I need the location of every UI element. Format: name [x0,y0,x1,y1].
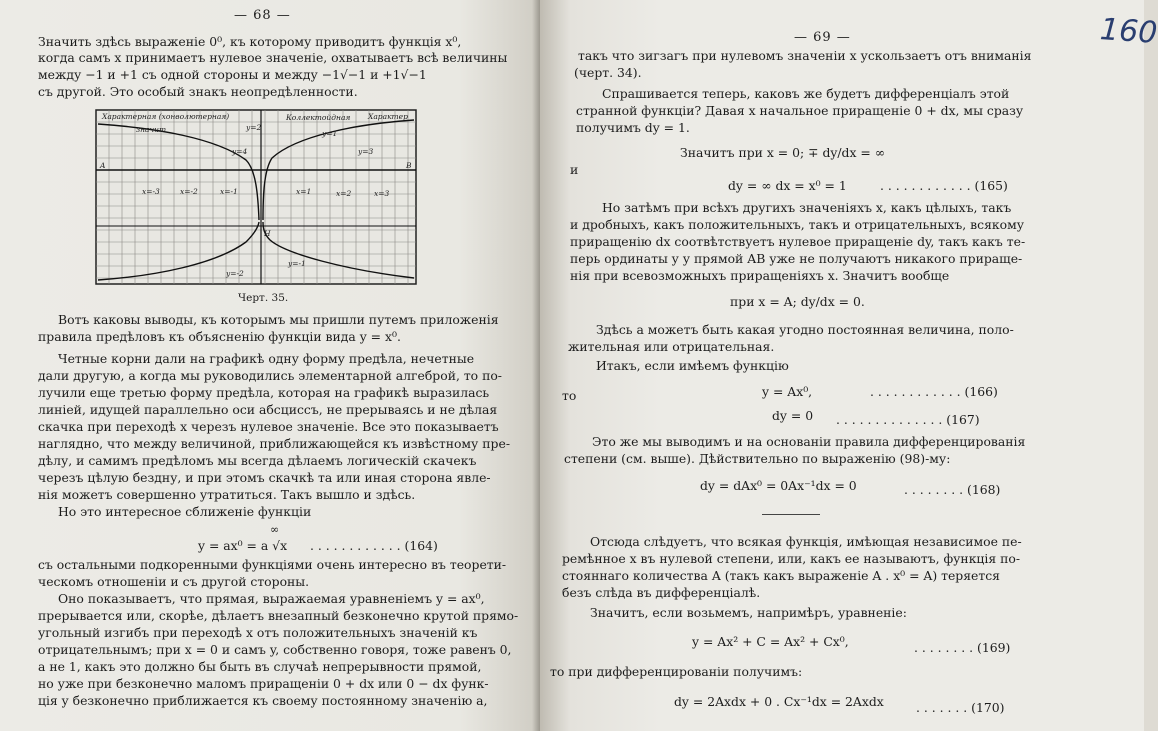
text-line: отрицательнымъ; при x = 0 и самъ y, собственно говоря, тоже равенъ 0, [38,642,512,657]
text-line: дѣлу, и самимъ предѣломъ мы всегда дѣлаемъ логическій скачекъ [38,453,477,468]
text-line: съ другой. Это особый знакъ неопредѣленности. [38,84,358,99]
figure-35-graph [96,110,416,284]
figure-label: y=1 [322,129,338,138]
text-line: но уже при безконечно маломъ приращеніи 0 + dx или 0 − dx функ- [38,676,489,691]
figure-label: y=2 [246,123,262,132]
figure-label: y=4 [232,147,248,156]
text-line: странной функціи? Давая x начальное приращеніе 0 + dx, мы сразу [576,103,1024,118]
conjunction: то [562,388,577,403]
section-rule [762,514,820,515]
figure-label: значит [136,125,167,134]
text-line: ремѣнное x въ нулевой степени, или, какъ ее называютъ, функція по- [562,551,1021,566]
text-line: Спрашивается теперь, каковъ же будетъ дифференціалъ этой [602,86,1010,101]
text-line: Вотъ каковы выводы, къ которымъ мы пришли путемъ приложенія [58,312,499,327]
text-line: степени (см. выше). Дѣйствительно по выраженію (98)-му: [564,451,951,466]
text-line: ція y безконечно приближается къ своему постоянному значенію a, [38,693,488,708]
eq165-formula: dy = ∞ dx = x⁰ = 1 [728,178,847,193]
figure-label: A [100,161,106,170]
figure-label: x=3 [374,189,390,198]
figure-label: x=-1 [220,187,238,196]
figure-label: Характер [368,112,408,121]
text-line: Это же мы выводимъ и на основаніи правила дифференцированія [592,434,1026,449]
text-line: съ остальными подкоренными функціями очень интересно въ теорети- [38,557,507,572]
text-line: нія можетъ совершенно утратиться. Такъ вышло и здѣсь. [38,487,416,502]
text-line: дали другую, а когда мы руководились элементарной алгеброй, то по- [38,368,502,383]
text-line: Итакъ, если имѣемъ функцію [596,358,789,373]
figure-label: x=-2 [180,187,198,196]
eq168-number: . . . . . . . . (168) [904,482,1001,497]
text-line: (черт. 34). [574,65,642,80]
text-line: угольный изгибъ при переходѣ x отъ положительныхъ значеній къ [38,625,478,640]
right-page [540,0,1158,731]
text-line: черезъ цѣлую бездну, и при этомъ скачкѣ та или иная сторона явле- [38,470,491,485]
figure-label: Характерная (хонволютерная) [102,112,230,121]
text-line: прерывается или, скорѣе, дѣлаетъ внезапный безконечно крутой прямо- [38,608,519,623]
text-line: Но затѣмъ при всѣхъ другихъ значеніяхъ x, какъ цѣлыхъ, такъ [602,200,1012,215]
text-line: стояннаго количества A (такъ какъ выраженіе A . x⁰ = A) теряется [562,568,1001,583]
eq168-formula: dy = dAx⁰ = 0Ax⁻¹dx = 0 [700,478,857,493]
text-line: Оно показываетъ, что прямая, выражаемая уравненіемъ y = ax⁰, [58,591,485,606]
eq166-formula: y = Ax⁰, [762,384,813,399]
text-line: то при дифференцированіи получимъ: [550,664,803,679]
text-line: безъ слѣда въ дифференціалѣ. [562,585,761,600]
figure-label: H [264,229,271,238]
eq165-number: . . . . . . . . . . . . (165) [880,178,1008,193]
equation-x-zero: Значитъ при x = 0; ∓ dy/dx = ∞ [680,145,886,160]
figure-label: x=1 [296,187,312,196]
eq166-number: . . . . . . . . . . . . (166) [870,384,998,399]
text-line: приращенію dx соотвѣтствуетъ нулевое приращеніе dy, такъ какъ те- [570,234,1026,249]
eq167-formula: dy = 0 [772,408,814,423]
text-line: нія при всевозможныхъ приращеніяхъ x. Значитъ вообще [570,268,950,283]
text-line: лучили еще третью форму предѣла, которая на графикѣ выразилась [38,385,490,400]
text-line: и дробныхъ, какъ положительныхъ, такъ и отрицательныхъ, всякому [570,217,1025,232]
text-line: Но это интересное сближеніе функціи [58,504,312,519]
page-number: — 69 — [794,30,851,45]
text-line: Здѣсь a можетъ быть какая угодно постоянная величина, поло- [596,322,1014,337]
text-line: получимъ dy = 1. [576,120,690,135]
eq169-formula: y = Ax² + C = Ax² + Cx⁰, [692,634,849,649]
figure-label: y=-1 [288,259,306,268]
text-line: Значить здѣсь выраженіе 0⁰, къ которому приводитъ функція x⁰, [38,34,462,49]
text-line: наглядно, что между величиной, приближающейся къ извѣстному пре- [38,436,510,451]
text-line: жительная или отрицательная. [568,339,775,354]
eq170-number: . . . . . . . (170) [916,700,1005,715]
figure-caption: Черт. 35. [238,292,289,304]
text-line: скачка при переходѣ x черезъ нулевое значеніе. Все это показываетъ [38,419,499,434]
eq170-formula: dy = 2Axdx + 0 . Cx⁻¹dx = 2Axdx [674,694,884,709]
text-line: такъ что зигзагъ при нулевомъ значеніи x ускользаетъ отъ вниманія [578,48,1032,63]
equation-x-A: при x = A; dy/dx = 0. [730,294,865,309]
left-page [0,0,540,731]
eq164-formula: y = ax⁰ = a √x [198,538,288,553]
text-line: между −1 и +1 съ одной стороны и между −1√−1 и +1√−1 [38,67,427,82]
eq169-number: . . . . . . . . (169) [914,640,1011,655]
eq167-number: . . . . . . . . . . . . . . (167) [836,412,980,427]
text-line: ческомъ отношеніи и съ другой стороны. [38,574,310,589]
text-line: когда самъ x принимаетъ нулевое значеніе, охватываетъ всѣ величины [38,50,508,65]
text-line: Отсюда слѣдуетъ, что всякая функція, имѣющая независимое пе- [590,534,1022,549]
figure-label: y=-2 [226,269,244,278]
text-line: Значитъ, если возьмемъ, напримѣръ, уравненіе: [590,605,907,620]
page-number: — 68 — [234,8,291,23]
text-line: Четные корни дали на графикѣ одну форму предѣла, нечетные [58,351,475,366]
conjunction: и [570,162,579,177]
eq164-number: . . . . . . . . . . . . (164) [310,538,438,553]
figure-label: Коллектойдная [286,113,351,122]
eq164-infinity: ∞ [270,523,280,536]
figure-label: B [406,161,412,170]
text-line: а не 1, какъ это должно бы быть въ случаѣ непрерывности прямой, [38,659,482,674]
text-line: линіей, идущей параллельно оси абсциссъ, не прерываясь и не дѣлая [38,402,498,417]
figure-label: y=3 [358,147,374,156]
handwritten-annotation: 160 [1098,12,1158,51]
figure-label: x=-3 [142,187,160,196]
text-line: правила предѣловъ къ объясненію функціи вида y = x⁰. [38,329,401,344]
figure-label: x=2 [336,189,352,198]
graph-frame [96,110,416,284]
text-line: перь ординаты y у прямой AB уже не получаютъ никакого прираще- [570,251,1023,266]
